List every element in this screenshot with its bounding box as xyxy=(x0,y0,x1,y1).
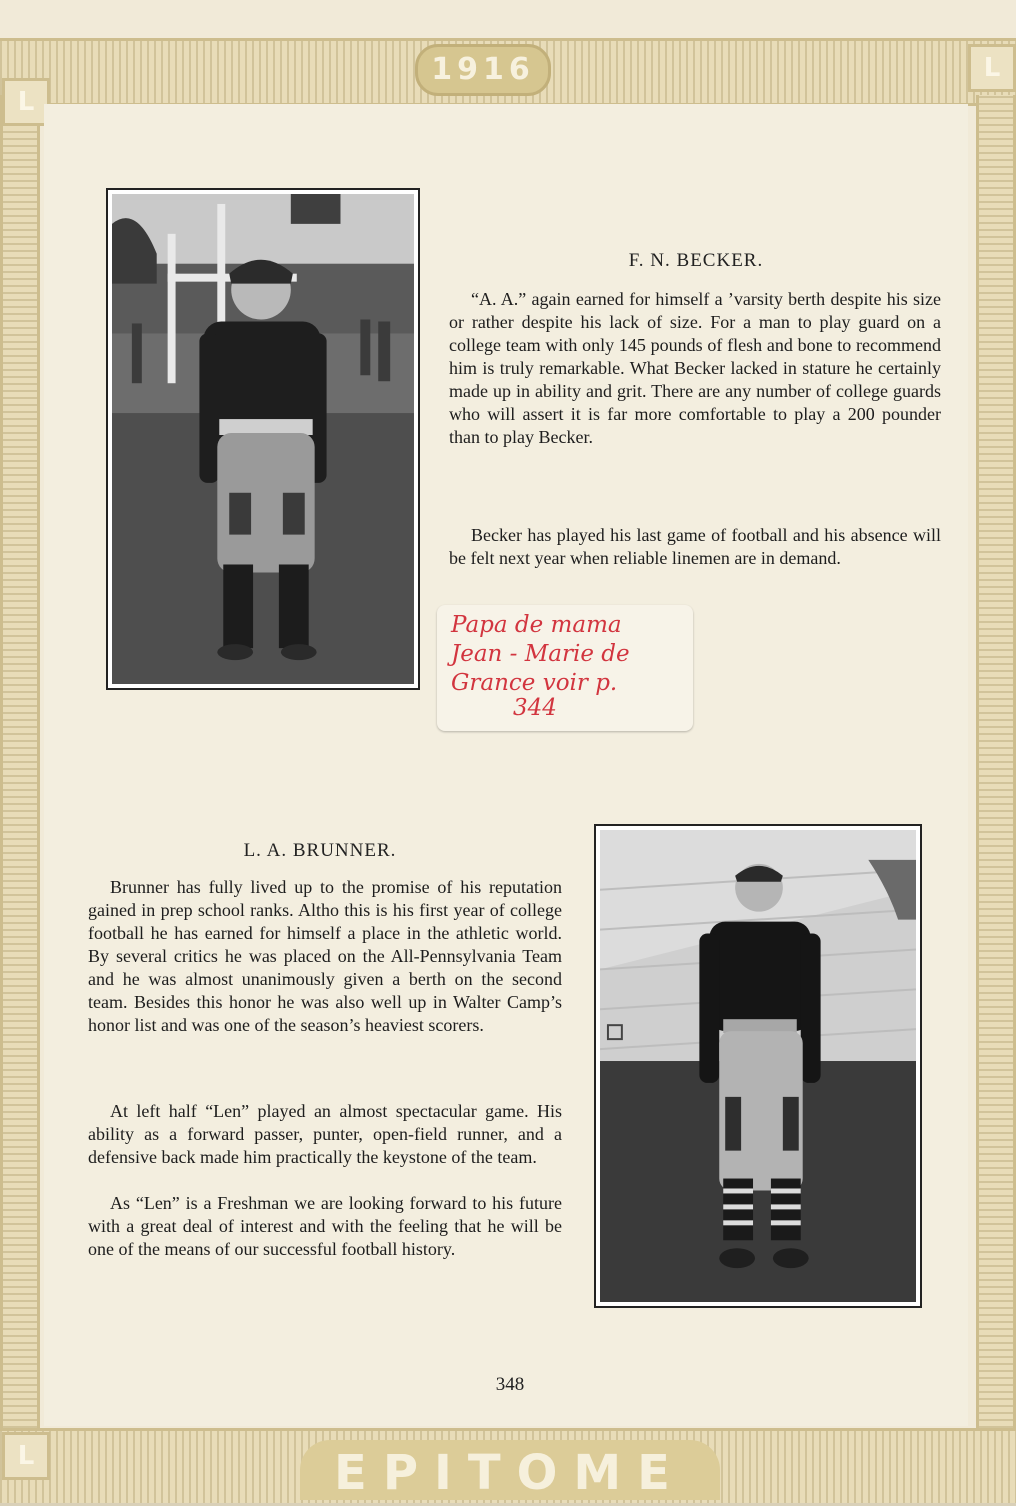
corner-monogram-bottom-left: L xyxy=(2,1432,50,1480)
corner-monogram-top-right: L xyxy=(968,44,1016,92)
page-number: 348 xyxy=(495,1374,525,1395)
note-line-3: Grance voir p. xyxy=(451,670,618,696)
brunner-photo-image xyxy=(600,830,916,1302)
note-line-2: Jean - Marie de xyxy=(451,641,630,667)
becker-photo-image xyxy=(112,194,414,684)
becker-paragraph-2: Becker has played his last game of football and his absence will be felt next year when reliable linemen are in demand. xyxy=(449,525,941,568)
becker-heading: F. N. BECKER. xyxy=(628,250,764,271)
footer-wordmark: EPITOME xyxy=(300,1440,720,1500)
brunner-paragraph-1: Brunner has fully lived up to the promise of his reputation gained in prep school ranks. Altho this is his first year of college football he has earned for himself a place in the athletic world. By several critics he was placed on the All-Pennsylvania Team and he was almost unanimously given a berth on the second team. Besides this honor he was also well up in Walter Camp’s honor list and was one of the season’s heaviest scorers. xyxy=(88,877,562,1035)
year-badge: 1916 xyxy=(415,44,551,96)
brunner-paragraph-3: As “Len” is a Freshman we are looking forward to his future with a great deal of interest and with the feeling that he will be one of the means of our successful football history. xyxy=(88,1193,562,1259)
becker-photo xyxy=(106,188,420,690)
brunner-heading: L. A. BRUNNER. xyxy=(243,840,397,861)
corner-monogram-top-left: L xyxy=(2,78,50,126)
handwritten-note xyxy=(437,605,693,731)
note-line-4: 344 xyxy=(513,695,557,721)
becker-paragraph-1: “A. A.” again earned for himself a ’varsity berth despite his size or rather despite his lack of size. For a man to play guard on a college team with only 145 pounds of flesh and bone to recommend him is truly remarkable. What Becker lacked in stature he certainly made up in ability and grit. There are any number of college guards who will assert it is far more comfortable to play a 200 pounder than to play Becker. xyxy=(449,289,941,447)
brunner-paragraph-2: At left half “Len” played an almost spectacular game. His ability as a forward passer, punter, open-field runner, and a defensive back made him practically the keystone of the team. xyxy=(88,1101,562,1167)
left-ornament-band xyxy=(0,95,40,1435)
brunner-photo xyxy=(594,824,922,1308)
right-ornament-band xyxy=(976,95,1016,1435)
note-line-1: Papa de mama xyxy=(451,612,622,638)
